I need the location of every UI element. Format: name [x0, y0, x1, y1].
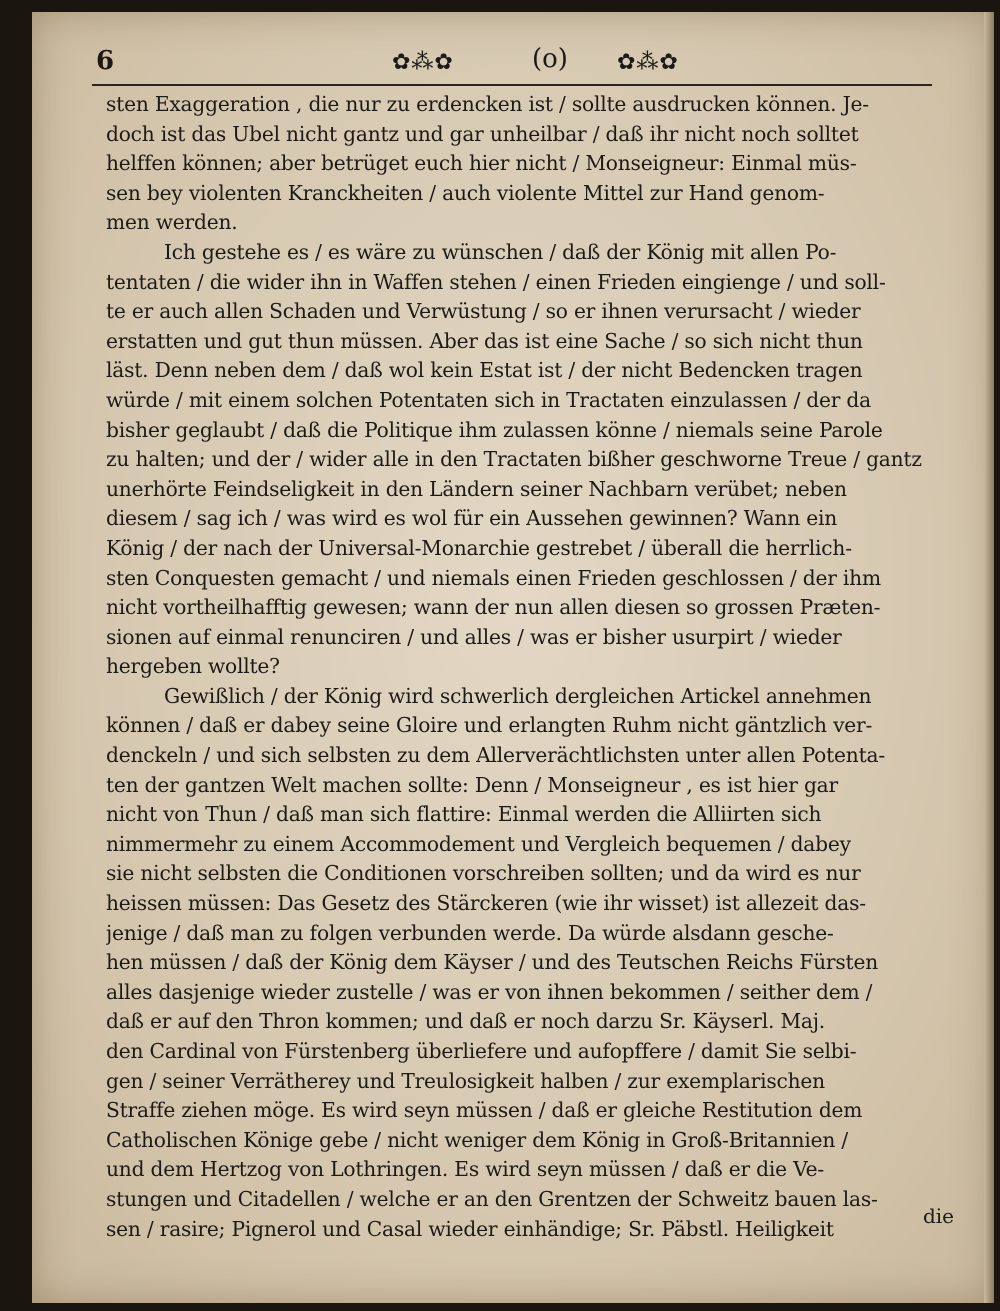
- text-line: doch ist das Ubel nicht gantz und gar unheilbar / daß ihr nicht noch solltet: [106, 121, 859, 146]
- text-line: daß er auf den Thron kommen; und daß er noch darzu Sr. Käyserl. Maj.: [106, 1009, 826, 1034]
- text-line: unerhörte Feindseligkeit in den Ländern seiner Nachbarn verübet; neben: [106, 476, 847, 501]
- text-line: den Cardinal von Fürstenberg überliefere und aufopffere / damit Sie selbi-: [106, 1039, 857, 1063]
- document-page: [32, 12, 994, 1303]
- page-header: [92, 42, 922, 86]
- text-line: alles dasjenige wieder zustelle / was er von ihnen bekommen / seither dem /: [106, 979, 873, 1004]
- text-line: Gewißlich / der König wird schwerlich dergleichen Artickel annehmen: [164, 683, 872, 708]
- text-line: nicht von Thun / daß man sich flattire: Einmal werden die Alliirten sich: [106, 802, 822, 827]
- text-line: te er auch allen Schaden und Verwüstung / so er ihnen verursacht / wieder: [106, 299, 861, 324]
- text-line: Catholischen Könige gebe / nicht weniger dem König in Groß-Britannien /: [106, 1127, 848, 1152]
- text-line: erstatten und gut thun müssen. Aber das ist eine Sache / so sich nicht thun: [106, 328, 863, 353]
- text-line: helffen können; aber betrüget euch hier nicht / Monseigneur: Einmal müs-: [106, 151, 857, 176]
- text-line: nimmermehr zu einem Accommodement und Vergleich bequemen / dabey: [106, 831, 851, 856]
- text-line: zu halten; und der / wider alle in den Tractaten bißher geschworne Treue / gantz: [106, 447, 922, 472]
- ornament-right-icon: ✿⁂✿: [617, 50, 679, 75]
- text-line: sen bey violenten Kranckheiten / auch violente Mittel zur Hand genom-: [106, 180, 825, 205]
- text-line: nicht vortheilhafftig gewesen; wann der nun allen diesen so grossen Præten-: [106, 595, 881, 620]
- text-line: sen / rasire; Pignerol und Casal wieder einhändige; Sr. Päbstl. Heiligkeit: [106, 1216, 834, 1241]
- text-line: Straffe ziehen möge. Es wird seyn müssen / daß er gleiche Restitution dem: [106, 1098, 863, 1123]
- catchword: die: [922, 1204, 954, 1228]
- text-line: würde / mit einem solchen Potentaten sich in Tractaten einzulassen / der da: [106, 387, 871, 412]
- text-line: läst. Denn neben dem / daß wol kein Estat ist / der nicht Bedencken tragen: [106, 358, 863, 383]
- body-text: [106, 90, 966, 1244]
- text-line: heissen müssen: Das Gesetz des Stärckeren (wie ihr wisset) ist allezeit das-: [106, 891, 866, 916]
- text-line: men werden.: [106, 210, 238, 235]
- page-edge: [984, 12, 994, 1303]
- text-line: und dem Hertzog von Lothringen. Es wird seyn müssen / daß er die Ve-: [106, 1157, 825, 1182]
- text-line: hergeben wollte?: [106, 654, 280, 679]
- text-line: gen / seiner Verrätherey und Treulosigkeit halben / zur exemplarischen: [106, 1068, 825, 1093]
- text-line: stungen und Citadellen / welche er an den Grentzen der Schweitz bauen las-: [106, 1186, 878, 1211]
- ornament-left-icon: ✿⁂✿: [392, 50, 454, 75]
- text-line: diesem / sag ich / was wird es wol für ein Aussehen gewinnen? Wann ein: [106, 506, 838, 531]
- text-line: können / daß er dabey seine Gloire und erlangten Ruhm nicht gäntzlich ver-: [106, 713, 873, 738]
- text-line: bisher geglaubt / daß die Politique ihm zulassen könne / niemals seine Parole: [106, 417, 883, 442]
- text-line: König / der nach der Universal-Monarchie gestrebet / überall die herrlich-: [106, 535, 852, 560]
- text-line: Ich gestehe es / es wäre zu wünschen / daß der König mit allen Po-: [164, 239, 837, 264]
- text-line: hen müssen / daß der König dem Käyser / und des Teutschen Reichs Fürsten: [106, 950, 878, 975]
- text-line: sten Exaggeration , die nur zu erdencken ist / sollte ausdrucken können. Je-: [106, 92, 869, 116]
- signature-mark: (o): [532, 44, 568, 74]
- header-rule: [92, 84, 932, 86]
- text-line: ten der gantzen Welt machen sollte: Denn / Monseigneur , es ist hier gar: [106, 772, 838, 797]
- text-line: sten Conquesten gemacht / und niemals einen Frieden geschlossen / der ihm: [106, 565, 881, 590]
- page-number: 6: [96, 46, 115, 76]
- text-line: sie nicht selbsten die Conditionen vorschreiben sollten; und da wird es nur: [106, 861, 861, 886]
- text-line: tentaten / die wider ihn in Waffen stehen / einen Frieden eingienge / und soll-: [106, 269, 886, 294]
- text-line: sionen auf einmal renunciren / und alles / was er bisher usurpirt / wieder: [106, 624, 842, 649]
- text-line: jenige / daß man zu folgen verbunden werde. Da würde alsdann gesche-: [106, 920, 834, 945]
- text-line: denckeln / und sich selbsten zu dem Allerverächtlichsten unter allen Potenta-: [106, 743, 885, 768]
